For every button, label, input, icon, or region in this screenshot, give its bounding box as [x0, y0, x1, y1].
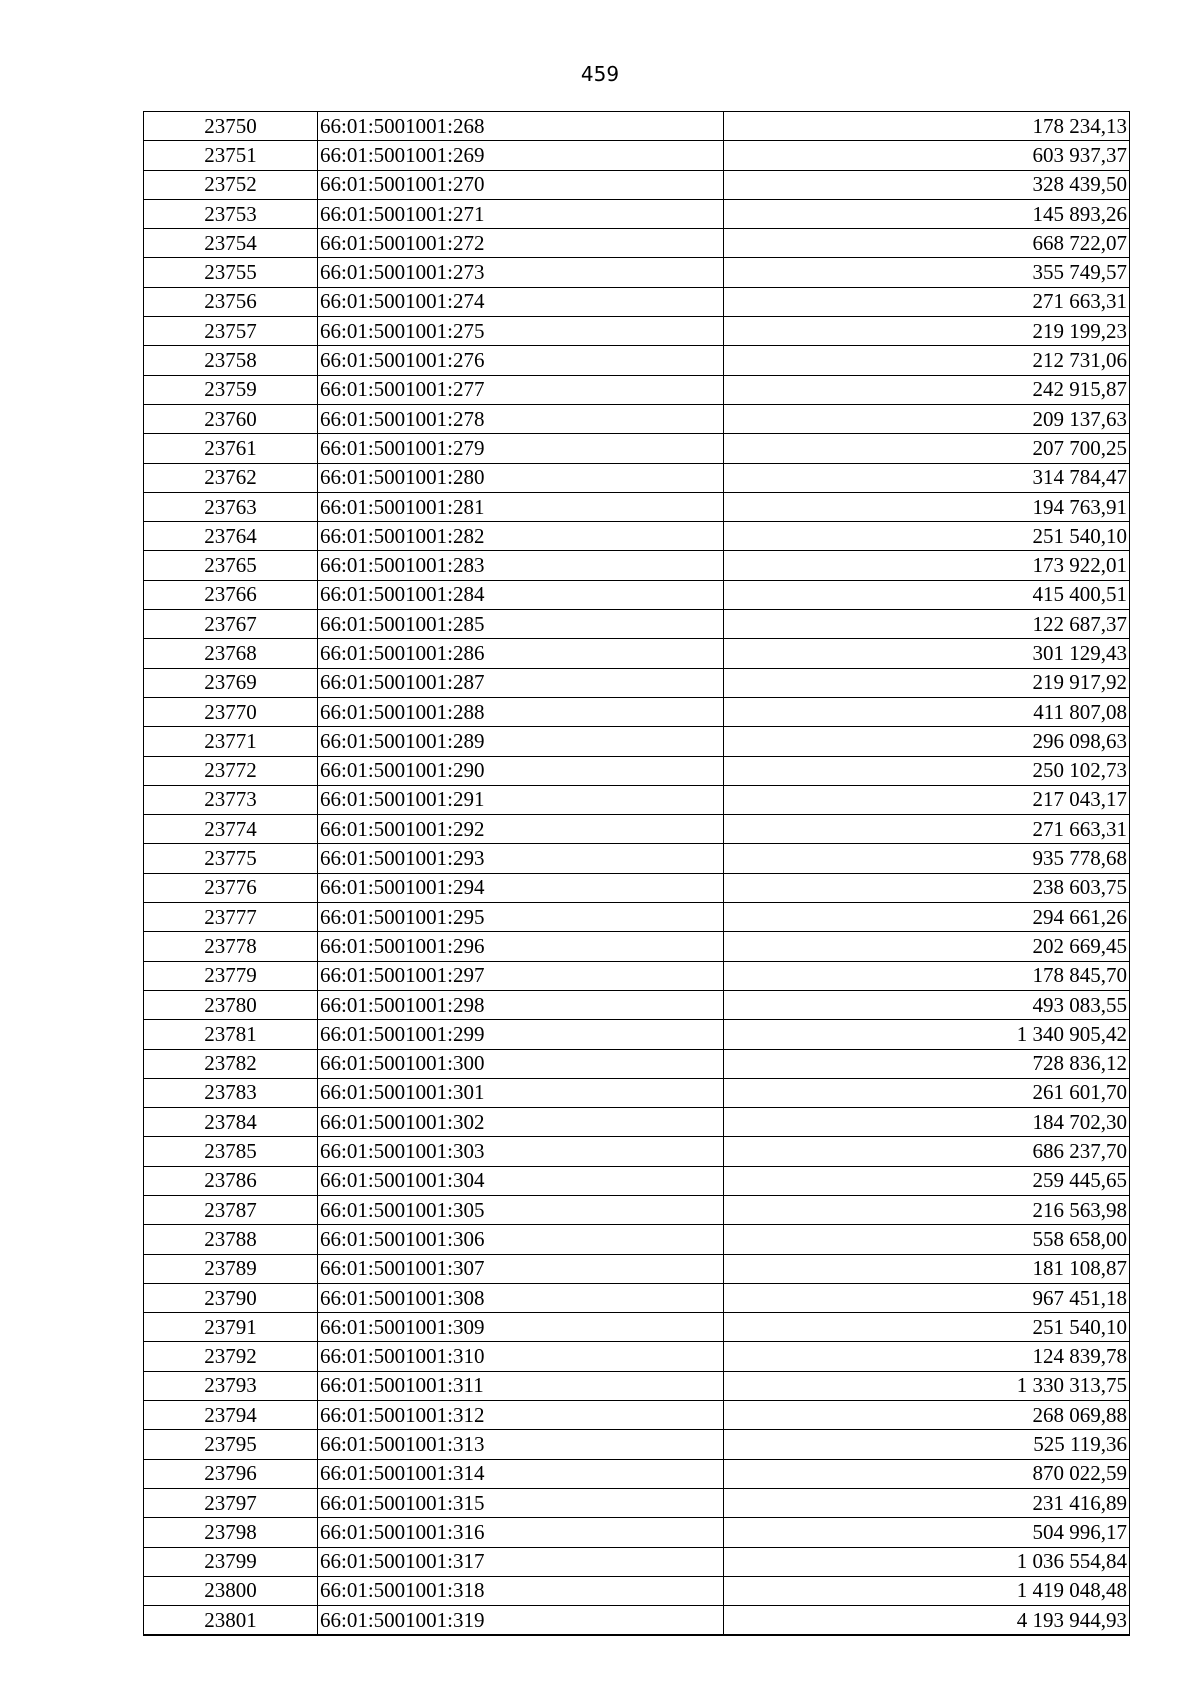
table-row	[144, 112, 1130, 141]
cadastral-value-cell: 268 069,88	[724, 1401, 1130, 1430]
row-number-cell: 23776	[144, 873, 318, 902]
cadastral-value-cell: 178 234,13	[724, 112, 1130, 141]
table-row	[144, 580, 1130, 609]
table-row	[144, 317, 1130, 346]
cadastral-value-cell: 328 439,50	[724, 170, 1130, 199]
table-row	[144, 1049, 1130, 1078]
row-number-cell: 23788	[144, 1225, 318, 1254]
cadastral-number-cell: 66:01:5001001:269	[318, 141, 724, 170]
cadastral-value-cell: 294 661,26	[724, 903, 1130, 932]
cadastral-number-cell: 66:01:5001001:289	[318, 727, 724, 756]
cadastral-value-cell: 251 540,10	[724, 1313, 1130, 1342]
cadastral-value-cell: 238 603,75	[724, 873, 1130, 902]
row-number-cell: 23767	[144, 610, 318, 639]
table-row	[144, 1518, 1130, 1547]
table-row	[144, 522, 1130, 551]
page-number: 459	[580, 62, 620, 86]
table-row	[144, 1401, 1130, 1430]
table-row	[144, 1254, 1130, 1283]
cadastral-number-cell: 66:01:5001001:317	[318, 1547, 724, 1576]
table-row	[144, 1283, 1130, 1312]
table-row	[144, 961, 1130, 990]
cadastral-value-cell: 122 687,37	[724, 610, 1130, 639]
cadastral-number-cell: 66:01:5001001:276	[318, 346, 724, 375]
row-number-cell: 23800	[144, 1576, 318, 1605]
table-row	[144, 610, 1130, 639]
cadastral-value-cell: 686 237,70	[724, 1137, 1130, 1166]
cadastral-value-cell: 181 108,87	[724, 1254, 1130, 1283]
cadastral-number-cell: 66:01:5001001:278	[318, 404, 724, 433]
cadastral-number-cell: 66:01:5001001:319	[318, 1606, 724, 1636]
cadastral-number-cell: 66:01:5001001:312	[318, 1401, 724, 1430]
cadastral-value-cell: 212 731,06	[724, 346, 1130, 375]
cadastral-number-cell: 66:01:5001001:293	[318, 844, 724, 873]
row-number-cell: 23791	[144, 1313, 318, 1342]
table-row	[144, 1576, 1130, 1605]
row-number-cell: 23752	[144, 170, 318, 199]
cadastral-value-cell: 259 445,65	[724, 1166, 1130, 1195]
table-row	[144, 756, 1130, 785]
table-row	[144, 551, 1130, 580]
table-body	[144, 112, 1130, 1636]
cadastral-value-cell: 209 137,63	[724, 404, 1130, 433]
table-row	[144, 1547, 1130, 1576]
table-row	[144, 170, 1130, 199]
row-number-cell: 23758	[144, 346, 318, 375]
table-row	[144, 1225, 1130, 1254]
cadastral-value-cell: 4 193 944,93	[724, 1606, 1130, 1636]
cadastral-value-cell: 145 893,26	[724, 199, 1130, 228]
cadastral-value-cell: 668 722,07	[724, 229, 1130, 258]
cadastral-number-cell: 66:01:5001001:299	[318, 1020, 724, 1049]
row-number-cell: 23774	[144, 815, 318, 844]
cadastral-number-cell: 66:01:5001001:311	[318, 1371, 724, 1400]
cadastral-value-cell: 261 601,70	[724, 1078, 1130, 1107]
cadastral-value-cell: 271 663,31	[724, 287, 1130, 316]
row-number-cell: 23759	[144, 375, 318, 404]
row-number-cell: 23797	[144, 1488, 318, 1517]
cadastral-number-cell: 66:01:5001001:309	[318, 1313, 724, 1342]
row-number-cell: 23781	[144, 1020, 318, 1049]
table-row	[144, 697, 1130, 726]
row-number-cell: 23794	[144, 1401, 318, 1430]
table-row	[144, 1606, 1130, 1636]
cadastral-value-cell: 194 763,91	[724, 492, 1130, 521]
table-row	[144, 1371, 1130, 1400]
cadastral-number-cell: 66:01:5001001:313	[318, 1430, 724, 1459]
cadastral-value-cell: 558 658,00	[724, 1225, 1130, 1254]
row-number-cell: 23771	[144, 727, 318, 756]
row-number-cell: 23765	[144, 551, 318, 580]
cadastral-value-cell: 355 749,57	[724, 258, 1130, 287]
cadastral-number-cell: 66:01:5001001:288	[318, 697, 724, 726]
row-number-cell: 23756	[144, 287, 318, 316]
cadastral-value-cell: 411 807,08	[724, 697, 1130, 726]
cadastral-number-cell: 66:01:5001001:297	[318, 961, 724, 990]
cadastral-number-cell: 66:01:5001001:274	[318, 287, 724, 316]
cadastral-number-cell: 66:01:5001001:283	[318, 551, 724, 580]
cadastral-value-cell: 219 199,23	[724, 317, 1130, 346]
table-row	[144, 932, 1130, 961]
table-row	[144, 1488, 1130, 1517]
cadastral-number-cell: 66:01:5001001:300	[318, 1049, 724, 1078]
table-row	[144, 1020, 1130, 1049]
table-row	[144, 844, 1130, 873]
cadastral-value-cell: 219 917,92	[724, 668, 1130, 697]
cadastral-value-cell: 271 663,31	[724, 815, 1130, 844]
cadastral-value-cell: 1 340 905,42	[724, 1020, 1130, 1049]
row-number-cell: 23755	[144, 258, 318, 287]
cadastral-number-cell: 66:01:5001001:282	[318, 522, 724, 551]
cadastral-number-cell: 66:01:5001001:271	[318, 199, 724, 228]
table-row	[144, 815, 1130, 844]
table-row	[144, 903, 1130, 932]
cadastral-number-cell: 66:01:5001001:277	[318, 375, 724, 404]
row-number-cell: 23779	[144, 961, 318, 990]
table-row	[144, 258, 1130, 287]
cadastral-value-cell: 173 922,01	[724, 551, 1130, 580]
table-row	[144, 404, 1130, 433]
table-row	[144, 990, 1130, 1019]
row-number-cell: 23782	[144, 1049, 318, 1078]
row-number-cell: 23764	[144, 522, 318, 551]
cadastral-value-cell: 184 702,30	[724, 1108, 1130, 1137]
cadastral-number-cell: 66:01:5001001:307	[318, 1254, 724, 1283]
cadastral-value-cell: 216 563,98	[724, 1195, 1130, 1224]
cadastral-value-cell: 603 937,37	[724, 141, 1130, 170]
cadastral-number-cell: 66:01:5001001:302	[318, 1108, 724, 1137]
row-number-cell: 23772	[144, 756, 318, 785]
row-number-cell: 23780	[144, 990, 318, 1019]
table-row	[144, 199, 1130, 228]
table-row	[144, 375, 1130, 404]
row-number-cell: 23787	[144, 1195, 318, 1224]
row-number-cell: 23770	[144, 697, 318, 726]
table-row	[144, 873, 1130, 902]
cadastral-number-cell: 66:01:5001001:310	[318, 1342, 724, 1371]
cadastral-number-cell: 66:01:5001001:273	[318, 258, 724, 287]
cadastral-number-cell: 66:01:5001001:285	[318, 610, 724, 639]
table-row	[144, 229, 1130, 258]
row-number-cell: 23799	[144, 1547, 318, 1576]
row-number-cell: 23750	[144, 112, 318, 141]
cadastral-value-cell: 504 996,17	[724, 1518, 1130, 1547]
table-row	[144, 668, 1130, 697]
table-row	[144, 1430, 1130, 1459]
table-row	[144, 1342, 1130, 1371]
table-row	[144, 727, 1130, 756]
cadastral-number-cell: 66:01:5001001:291	[318, 785, 724, 814]
cadastral-value-cell: 251 540,10	[724, 522, 1130, 551]
cadastral-value-cell: 202 669,45	[724, 932, 1130, 961]
table-row	[144, 141, 1130, 170]
cadastral-number-cell: 66:01:5001001:303	[318, 1137, 724, 1166]
cadastral-number-cell: 66:01:5001001:294	[318, 873, 724, 902]
cadastral-number-cell: 66:01:5001001:270	[318, 170, 724, 199]
cadastral-number-cell: 66:01:5001001:295	[318, 903, 724, 932]
cadastral-number-cell: 66:01:5001001:287	[318, 668, 724, 697]
cadastral-number-cell: 66:01:5001001:301	[318, 1078, 724, 1107]
row-number-cell: 23783	[144, 1078, 318, 1107]
table-row	[144, 1459, 1130, 1488]
cadastral-value-cell: 870 022,59	[724, 1459, 1130, 1488]
row-number-cell: 23801	[144, 1606, 318, 1636]
cadastral-value-table	[143, 111, 1130, 1636]
cadastral-value-cell: 217 043,17	[724, 785, 1130, 814]
cadastral-value-cell: 207 700,25	[724, 434, 1130, 463]
row-number-cell: 23793	[144, 1371, 318, 1400]
table-row	[144, 1195, 1130, 1224]
row-number-cell: 23785	[144, 1137, 318, 1166]
cadastral-number-cell: 66:01:5001001:292	[318, 815, 724, 844]
row-number-cell: 23795	[144, 1430, 318, 1459]
cadastral-value-cell: 1 419 048,48	[724, 1576, 1130, 1605]
cadastral-number-cell: 66:01:5001001:318	[318, 1576, 724, 1605]
cadastral-value-cell: 1 330 313,75	[724, 1371, 1130, 1400]
cadastral-value-cell: 178 845,70	[724, 961, 1130, 990]
cadastral-number-cell: 66:01:5001001:315	[318, 1488, 724, 1517]
cadastral-number-cell: 66:01:5001001:305	[318, 1195, 724, 1224]
row-number-cell: 23786	[144, 1166, 318, 1195]
table-row	[144, 1078, 1130, 1107]
cadastral-number-cell: 66:01:5001001:280	[318, 463, 724, 492]
row-number-cell: 23762	[144, 463, 318, 492]
cadastral-value-cell: 301 129,43	[724, 639, 1130, 668]
cadastral-number-cell: 66:01:5001001:268	[318, 112, 724, 141]
table-row	[144, 287, 1130, 316]
row-number-cell: 23778	[144, 932, 318, 961]
cadastral-value-cell: 415 400,51	[724, 580, 1130, 609]
table-row	[144, 434, 1130, 463]
cadastral-number-cell: 66:01:5001001:284	[318, 580, 724, 609]
cadastral-number-cell: 66:01:5001001:296	[318, 932, 724, 961]
cadastral-value-cell: 124 839,78	[724, 1342, 1130, 1371]
cadastral-number-cell: 66:01:5001001:281	[318, 492, 724, 521]
cadastral-value-cell: 242 915,87	[724, 375, 1130, 404]
cadastral-value-cell: 728 836,12	[724, 1049, 1130, 1078]
cadastral-value-cell: 493 083,55	[724, 990, 1130, 1019]
table-row	[144, 639, 1130, 668]
cadastral-value-cell: 231 416,89	[724, 1488, 1130, 1517]
cadastral-value-cell: 525 119,36	[724, 1430, 1130, 1459]
row-number-cell: 23766	[144, 580, 318, 609]
cadastral-number-cell: 66:01:5001001:275	[318, 317, 724, 346]
table-row	[144, 785, 1130, 814]
table-row	[144, 492, 1130, 521]
row-number-cell: 23768	[144, 639, 318, 668]
row-number-cell: 23796	[144, 1459, 318, 1488]
row-number-cell: 23792	[144, 1342, 318, 1371]
row-number-cell: 23773	[144, 785, 318, 814]
table-row	[144, 463, 1130, 492]
cadastral-value-cell: 314 784,47	[724, 463, 1130, 492]
row-number-cell: 23798	[144, 1518, 318, 1547]
table-row	[144, 346, 1130, 375]
cadastral-number-cell: 66:01:5001001:298	[318, 990, 724, 1019]
row-number-cell: 23757	[144, 317, 318, 346]
row-number-cell: 23784	[144, 1108, 318, 1137]
table-row	[144, 1137, 1130, 1166]
table-row	[144, 1108, 1130, 1137]
cadastral-number-cell: 66:01:5001001:306	[318, 1225, 724, 1254]
cadastral-number-cell: 66:01:5001001:286	[318, 639, 724, 668]
cadastral-number-cell: 66:01:5001001:290	[318, 756, 724, 785]
cadastral-number-cell: 66:01:5001001:308	[318, 1283, 724, 1312]
row-number-cell: 23769	[144, 668, 318, 697]
cadastral-value-cell: 1 036 554,84	[724, 1547, 1130, 1576]
row-number-cell: 23790	[144, 1283, 318, 1312]
cadastral-value-cell: 250 102,73	[724, 756, 1130, 785]
row-number-cell: 23754	[144, 229, 318, 258]
cadastral-number-cell: 66:01:5001001:316	[318, 1518, 724, 1547]
cadastral-number-cell: 66:01:5001001:272	[318, 229, 724, 258]
row-number-cell: 23761	[144, 434, 318, 463]
table-row	[144, 1313, 1130, 1342]
cadastral-number-cell: 66:01:5001001:279	[318, 434, 724, 463]
row-number-cell: 23760	[144, 404, 318, 433]
cadastral-value-cell: 967 451,18	[724, 1283, 1130, 1312]
row-number-cell: 23753	[144, 199, 318, 228]
row-number-cell: 23751	[144, 141, 318, 170]
cadastral-value-cell: 935 778,68	[724, 844, 1130, 873]
row-number-cell: 23763	[144, 492, 318, 521]
table-row	[144, 1166, 1130, 1195]
cadastral-number-cell: 66:01:5001001:304	[318, 1166, 724, 1195]
row-number-cell: 23789	[144, 1254, 318, 1283]
cadastral-number-cell: 66:01:5001001:314	[318, 1459, 724, 1488]
row-number-cell: 23775	[144, 844, 318, 873]
row-number-cell: 23777	[144, 903, 318, 932]
cadastral-value-cell: 296 098,63	[724, 727, 1130, 756]
